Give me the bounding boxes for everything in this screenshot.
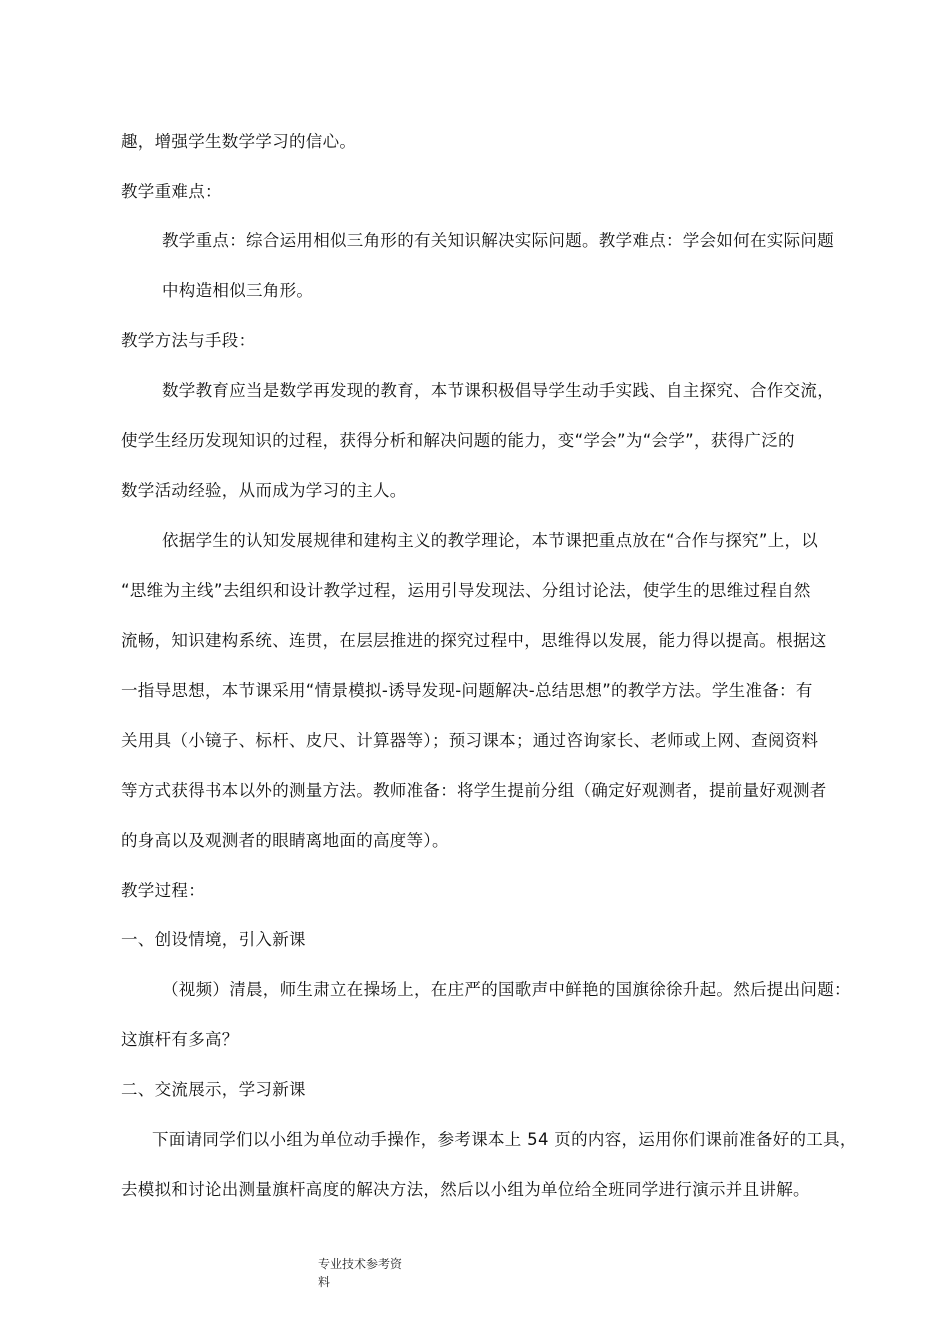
section-heading-process: 教学过程： xyxy=(121,881,205,900)
text-line: 一指导思想，本节课采用“情景模拟-诱导发现-问题解决-总结思想”的教学方法。学生准备：有 xyxy=(121,681,813,700)
text-line: 下面请同学们以小组为单位动手操作，参考课本上 54 页的内容，运用你们课前准备好的工具， xyxy=(152,1130,857,1149)
text-line: 趣，增强学生数学学习的信心。 xyxy=(121,132,357,151)
text-line: 教学重点：综合运用相似三角形的有关知识解决实际问题。教学难点：学会如何在实际问题 xyxy=(162,231,834,250)
section-heading-key-points: 教学重难点： xyxy=(121,182,222,201)
text-line: 关用具（小镜子、标杆、皮尺、计算器等）；预习课本；通过咨询家长、老师或上网、查阅资料 xyxy=(121,731,819,750)
text-line: 流畅，知识建构系统、连贯，在层层推进的探究过程中，思维得以发展，能力得以提高。根据这 xyxy=(121,631,827,650)
text-line: 依据学生的认知发展规律和建构主义的教学理论，本节课把重点放在“合作与探究”上，以 xyxy=(162,531,819,550)
text-line: 的身高以及观测者的眼睛离地面的高度等）。 xyxy=(121,831,449,850)
text-line: 去模拟和讨论出测量旗杆高度的解决方法，然后以小组为单位给全班同学进行演示并且讲解。 xyxy=(121,1180,810,1199)
text-line: （视频）清晨，师生肃立在操场上，在庄严的国歌声中鲜艳的国旗徐徐升起。然后提出问题： xyxy=(162,980,851,999)
section-heading-methods: 教学方法与手段： xyxy=(121,331,256,350)
section-heading-part-two: 二、交流展示，学习新课 xyxy=(121,1080,306,1099)
text-line: 这旗杆有多高？ xyxy=(121,1030,239,1049)
text-line: 数学活动经验，从而成为学习的主人。 xyxy=(121,481,407,500)
footer-text-continued: 料 xyxy=(318,1275,331,1289)
text-line: 等方式获得书本以外的测量方法。教师准备：将学生提前分组（确定好观测者，提前量好观测者 xyxy=(121,781,827,800)
footer-text: 专业技术参考资 xyxy=(318,1257,403,1271)
text-line: 使学生经历发现知识的过程，获得分析和解决问题的能力，变“学会”为“会学”，获得广泛的 xyxy=(121,431,795,450)
text-line: “思维为主线”去组织和设计教学过程，运用引导发现法、分组讨论法，使学生的思维过程自然 xyxy=(121,581,811,600)
text-line: 数学教育应当是数学再发现的教育，本节课积极倡导学生动手实践、自主探究、合作交流， xyxy=(162,381,834,400)
section-heading-part-one: 一、创设情境，引入新课 xyxy=(121,930,306,949)
text-line: 中构造相似三角形。 xyxy=(162,281,314,300)
